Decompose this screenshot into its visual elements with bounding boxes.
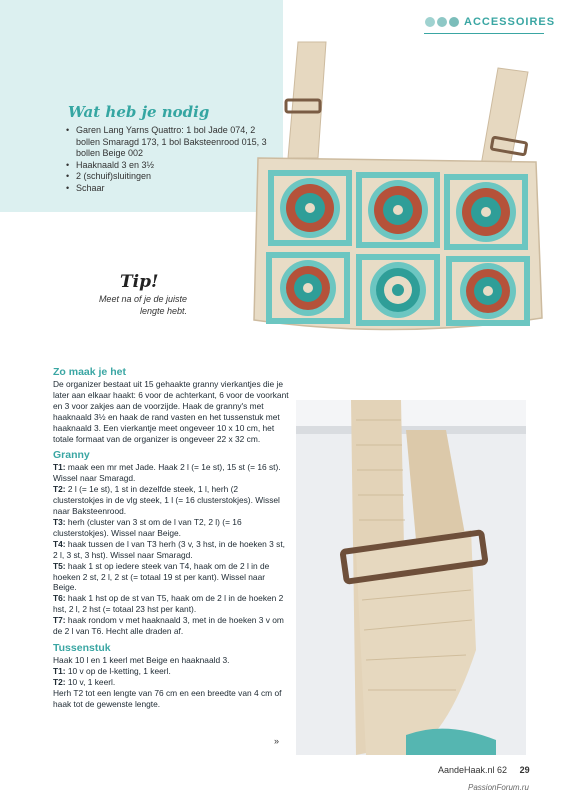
footer [438,765,530,775]
granny-row: T2: 2 l (= 1e st), 1 st in dezelfde steek, 1 l, herh (2 clusterstokjes in de vlg steek, 1 l (= 16 clusterstokjes). Wissel naar Baksteenrood. [53,484,280,517]
crochet-bag-photo [236,38,556,343]
materials-item: • Schaar [64,183,279,195]
granny-row: T5: haak 1 st op iedere steek van T4, haak om de 2 l in de hoeken 2 st, 2 l, 2 st (= totaal 19 st per kant). Wissel naar Beige. [53,560,270,593]
granny-row: T1: maak een mr met Jade. Haak 2 l (= 1e st), 15 st (= 16 st). Wissel naar Smaragd. [53,462,281,484]
footer-site: AandeHaak.nl 62 [438,765,508,775]
dot-1 [425,17,435,27]
dot-3 [449,17,459,27]
tip-text: Meet na of je de juiste lengte hebt. [98,294,187,316]
materials-item: • Garen Lang Yarns Quattro: 1 bol Jade 074, 2 bollen Smaragd 173, 1 bol Baksteenrood 015, 3 bollen Beige 002 [64,125,279,160]
tussen-row: T1: 10 v op de l-ketting, 1 keerl. [53,665,171,676]
continue-mark: » [274,736,280,746]
granny-row: T7: haak rondom v met haaknaald 3, met in de hoeken 3 v om de 2 l van T6. Hecht alle draden af. [53,615,284,637]
materials-item: • 2 (schuif)sluitingen [64,171,279,183]
materials-title: Wat heb je nodig [68,103,210,121]
dot-2 [437,17,447,27]
granny-row: T4: haak tussen de l van T3 herh (3 v, 3 hst, in de hoeken 3 st, 2 l, 3 st, 3 hst). Wissel naar Smaragd. [53,538,285,560]
tip-title: Tip! [120,272,159,292]
header-rule [424,33,544,34]
section-dots [425,17,459,27]
granny-row: T6: haak 1 hst op de st van T5, haak om de 2 l in de hoeken 2 hst, 2 l, 2 hst (= totaal 23 hst per kant). [53,593,284,615]
watermark: PassionForum.ru [468,783,529,792]
materials-item: • Haaknaald 3 en 3½ [64,160,279,172]
heading-granny: Granny [53,449,90,462]
section-label: ACCESSOIRES [464,16,556,28]
page-number: 29 [519,765,530,775]
granny-row: T3: herh (cluster van 3 st om de l van T2, 2 l) (= 16 clusterstokjes). Wissel naar Beige. [53,516,242,538]
tussen-row: T2: 10 v, 1 keerl. [53,676,116,687]
tussen-intro: Haak 10 l en 1 keerl met Beige en haaknaald 3. [53,654,230,665]
instructions [53,366,291,709]
heading-tussenstuk: Tussenstuk [53,641,111,654]
tussen-outro: Herh T2 tot een lengte van 76 cm en een breedte van 4 cm of haak tot de gewenste lengte. [53,687,282,709]
strap-closeup-photo [296,400,526,755]
heading-zo-maak-je-het: Zo maak je het [53,366,126,378]
intro-text: De organizer bestaat uit 15 gehaakte granny vierkantjes die je later aan elkaar haakt: 6 voor de achterkant, 6 voor de voorkant en 3 voor zakjes aan de voorzijde. Haak de granny's met haaknaald 3½ en haak de rand vasten en het tussenstuk met haaknaald 3. Een vierkantje meet ongeveer 10 x 10 cm, het totale formaat van de organizer is ongeveer 22 x 32 cm. [53,379,289,444]
